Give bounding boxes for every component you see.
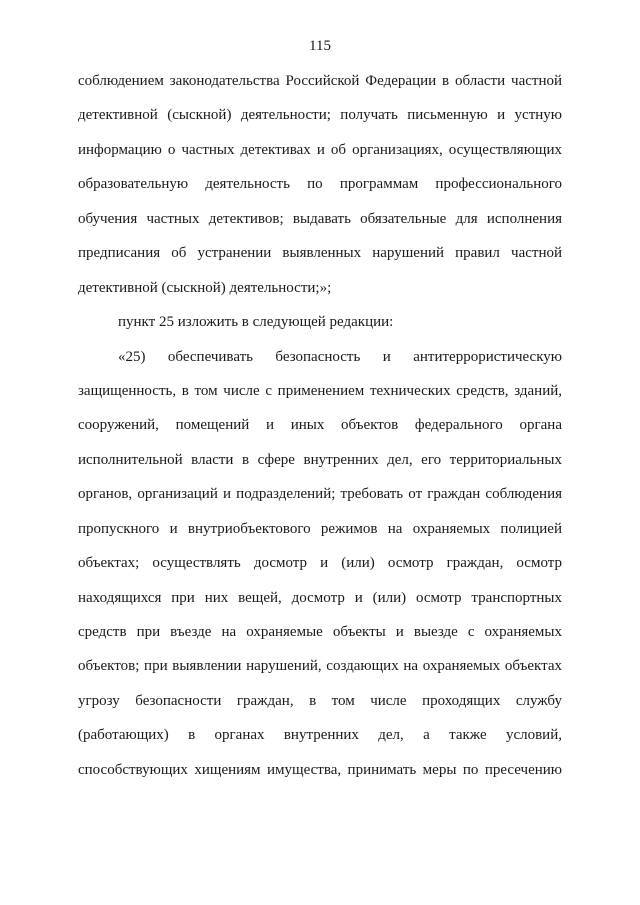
text-line: пункт 25 изложить в следующей редакции: bbox=[118, 314, 394, 331]
text-line: объектов; при выявлении нарушений, создающих на охраняемых объектах bbox=[78, 658, 562, 675]
text-line: защищенность, в том числе с применением технических средств, зданий, bbox=[78, 382, 562, 399]
text-line: детективной (сыскной) деятельности;»; bbox=[78, 279, 332, 296]
text-line: (работающих) в органах внутренних дел, а также условий, bbox=[78, 727, 562, 744]
text-line: органов, организаций и подразделений; требовать от граждан соблюдения bbox=[78, 486, 562, 503]
text-line: соблюдением законодательства Российской Федерации в области частной bbox=[78, 73, 562, 89]
text-line: средств при въезде на охраняемые объекты и выезде с охраняемых bbox=[78, 624, 562, 640]
text-line: угрозу безопасности граждан, в том числе проходящих службу bbox=[78, 692, 562, 709]
body-text bbox=[78, 68, 562, 791]
text-line: «25) обеспечивать безопасность и антитеррористическую bbox=[118, 348, 562, 365]
text-line: способствующих хищениям имущества, принимать меры по пресечению bbox=[78, 761, 562, 778]
text-line: предписания об устранении выявленных нарушений правил частной bbox=[78, 245, 562, 262]
page-number: 115 bbox=[309, 38, 331, 54]
text-line: обучения частных детективов; выдавать обязательные для исполнения bbox=[78, 210, 562, 227]
text-line: детективной (сыскной) деятельности; получать письменную и устную bbox=[78, 107, 562, 124]
text-line: пропускного и внутриобъектового режимов на охраняемых полицией bbox=[78, 520, 562, 537]
text-line: объектах; осуществлять досмотр и (или) осмотр граждан, осмотр bbox=[78, 555, 562, 572]
text-line: исполнительной власти в сфере внутренних дел, его территориальных bbox=[78, 451, 562, 468]
text-line: находящихся при них вещей, досмотр и (или) осмотр транспортных bbox=[78, 589, 562, 606]
text-line: образовательную деятельность по программам профессионального bbox=[78, 176, 562, 193]
text-line: информацию о частных детективах и об организациях, осуществляющих bbox=[78, 141, 562, 158]
text-line: сооружений, помещений и иных объектов федерального органа bbox=[78, 417, 562, 434]
